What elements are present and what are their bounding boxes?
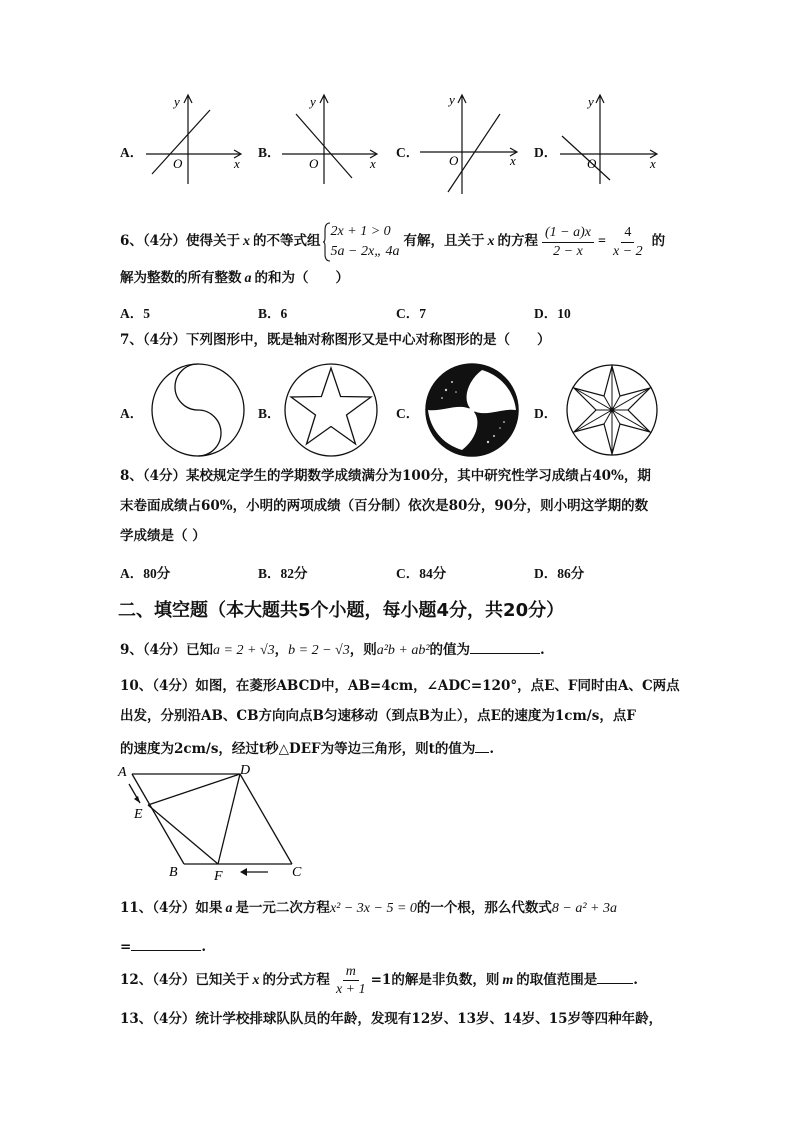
q6-frac2-den: x − 2 [612, 243, 643, 259]
q8-option-a[interactable]: A．80分 [120, 566, 171, 581]
q11-line2 [120, 938, 206, 955]
q5-graph-b [278, 88, 388, 188]
q9-expr-a: a = 2 + √3 [213, 643, 275, 658]
q6-fraction-1 [542, 225, 594, 259]
q10-end: . [489, 741, 495, 757]
q12-var-x: x [252, 972, 260, 988]
q5-option-d-label[interactable]: D． [534, 145, 558, 160]
q9-suffix: 的值为 [429, 642, 471, 658]
q11-prefix: 11、（4分）如果 [120, 900, 223, 916]
q6-mid: 的不等式组 [253, 233, 321, 250]
q9-mid: ，则 [349, 642, 377, 658]
q11-equation: x² − 3x − 5 = 0 [329, 901, 417, 916]
q12-frac-den: x + 1 [335, 982, 366, 998]
q7-option-c-label[interactable]: C． [396, 406, 420, 421]
q7-option-a-label[interactable]: A． [120, 406, 144, 421]
q5-graph-a [140, 88, 250, 188]
q5-a-x: x [234, 156, 240, 171]
q9-comma1: ， [274, 642, 289, 658]
q11-expr: 8 − a² + 3a [551, 901, 617, 916]
q10-label-c: C [292, 865, 302, 880]
q11-mid2: 的一个根，那么代数式 [416, 900, 552, 916]
q12-mid: 的分式方程 [262, 972, 330, 989]
q6-mid2: 的方程 [497, 233, 538, 250]
q5-option-b-label[interactable]: B． [258, 145, 281, 160]
q12-var-m: m [502, 972, 514, 988]
q10-line3-text: 的速度为2cm/s，经过t秒△DEF为等边三角形，则t的值为 [120, 741, 476, 757]
q6-frac2-num: 4 [621, 225, 634, 242]
q8-option-d[interactable]: D．86分 [534, 566, 585, 581]
q5-d-y: y [588, 94, 594, 109]
q6-line2-text: 解为整数的所有整数 [120, 270, 242, 286]
q5-options [0, 88, 794, 198]
q9-prefix: 9、（4分）已知 [120, 642, 214, 658]
q6-system [323, 222, 400, 262]
q11-answer-blank[interactable] [131, 938, 201, 951]
q8-option-c[interactable]: C．84分 [396, 566, 447, 581]
section-2-heading: 二、填空题（本大题共5个小题，每小题4分，共20分） [118, 600, 565, 621]
q6-option-a[interactable]: A．5 [120, 306, 150, 321]
q7-figure-d-hexstar [562, 362, 662, 458]
q5-b-o: O [309, 156, 319, 171]
q11-line1 [120, 902, 617, 916]
q5-option-a-label[interactable]: A． [120, 145, 144, 160]
q10-answer-blank[interactable] [475, 740, 489, 753]
q8-option-b[interactable]: B．82分 [258, 566, 308, 581]
q7-option-b-label[interactable]: B． [258, 406, 281, 421]
q5-graph-c [416, 88, 526, 198]
q6-tail: 的 [651, 233, 666, 250]
q11-end: . [201, 939, 207, 955]
q6-fraction-2 [610, 225, 646, 259]
q12-mid2: 的解是非负数，则 [391, 972, 500, 989]
q7-figure-a-yinyang [148, 362, 252, 458]
q5-graph-d [554, 88, 664, 188]
q12-fraction [333, 964, 369, 998]
q6-line2 [120, 272, 349, 286]
q6-sys2: 5a − 2x„ 4a [330, 244, 400, 259]
q5-a-o: O [173, 156, 183, 171]
q6-frac1-den: 2 − x [553, 243, 583, 259]
q6-option-b[interactable]: B．6 [258, 306, 288, 321]
q12-line [120, 964, 638, 998]
q6-line1 [120, 222, 665, 262]
q5-c-y: y [449, 92, 455, 107]
q8-line3: 学成绩是（ ） [120, 528, 206, 544]
q5-b-x: x [370, 156, 376, 171]
q6-eq: = [598, 234, 606, 249]
q8-line2: 末卷面成绩占60%，小明的两项成绩（百分制）依次是80分，90分，则小明这学期的数 [120, 498, 649, 514]
q6-brace [323, 222, 331, 262]
q5-c-x: x [510, 153, 516, 168]
q5-a-y: y [174, 94, 180, 109]
q5-d-o: O [587, 156, 597, 171]
q12-prefix: 12、（4分）已知关于 [120, 972, 250, 989]
q5-b-y: y [310, 94, 316, 109]
q12-eq: =1 [370, 972, 392, 989]
q6-var-x: x [243, 234, 251, 249]
q9-line [120, 641, 545, 658]
q10-label-f: F [214, 869, 223, 884]
q5-option-c-label[interactable]: C． [396, 145, 420, 160]
q10-rhombus-figure [116, 760, 316, 884]
q6-num: 6、（4分）使得关于 [120, 233, 241, 250]
q10-label-e: E [134, 807, 143, 822]
q6-option-d[interactable]: D．10 [534, 306, 571, 321]
q6-frac1-num: (1 − a)x [542, 225, 594, 242]
q6-var-x2: x [487, 234, 495, 249]
q10-label-b: B [169, 865, 178, 880]
q13-text: 13、（4分）统计学校排球队队员的年龄，发现有12岁、13岁、14岁、15岁等四种年龄， [120, 1011, 663, 1027]
q8-line1: 8、（4分）某校规定学生的学期数学成绩满分为100分，其中研究性学习成绩占40%，期 [120, 468, 651, 484]
q6-after: 有解，且关于 [403, 233, 485, 250]
q9-expr-b: b = 2 − √3 [288, 643, 350, 658]
q10-line1: 10、（4分）如图，在菱形ABCD中，AB=4cm，∠ADC=120°，点E、F同时由A、C两点 [120, 678, 680, 694]
q7-figure-b-star [283, 362, 381, 458]
q11-eq: = [120, 939, 132, 955]
q10-line3 [120, 740, 494, 757]
q6-sys1: 2x + 1 > 0 [330, 224, 391, 239]
q9-expr: a²b + ab² [376, 643, 430, 658]
q7-text: 7、（4分）下列图形中，既是轴对称图形又是中心对称图形的是（ ） [120, 332, 551, 348]
q6-option-c[interactable]: C．7 [396, 306, 426, 321]
q6-var-a: a [244, 271, 252, 286]
q12-suffix: 的取值范围是 [516, 972, 598, 989]
q12-end: . [633, 972, 638, 989]
q7-figure-c-pinwheel [422, 362, 522, 458]
q11-mid: 是一元二次方程 [235, 900, 330, 916]
q9-end: . [540, 642, 545, 658]
q10-label-d: D [240, 763, 251, 778]
q9-answer-blank[interactable] [470, 641, 540, 654]
q7-option-d-label[interactable]: D． [534, 406, 558, 421]
q10-line2: 出发，分别沿AB、CB方向向点B匀速移动（到点B为止），点E的速度为1cm/s，点F [120, 708, 636, 724]
q5-c-o: O [449, 153, 459, 168]
q10-label-a: A [118, 765, 127, 780]
q12-frac-num: m [343, 964, 359, 981]
q6-line2b: 的和为（ ） [254, 270, 349, 286]
q12-answer-blank[interactable] [597, 971, 633, 984]
q5-d-x: x [650, 156, 656, 171]
q11-var-a: a [225, 901, 233, 916]
